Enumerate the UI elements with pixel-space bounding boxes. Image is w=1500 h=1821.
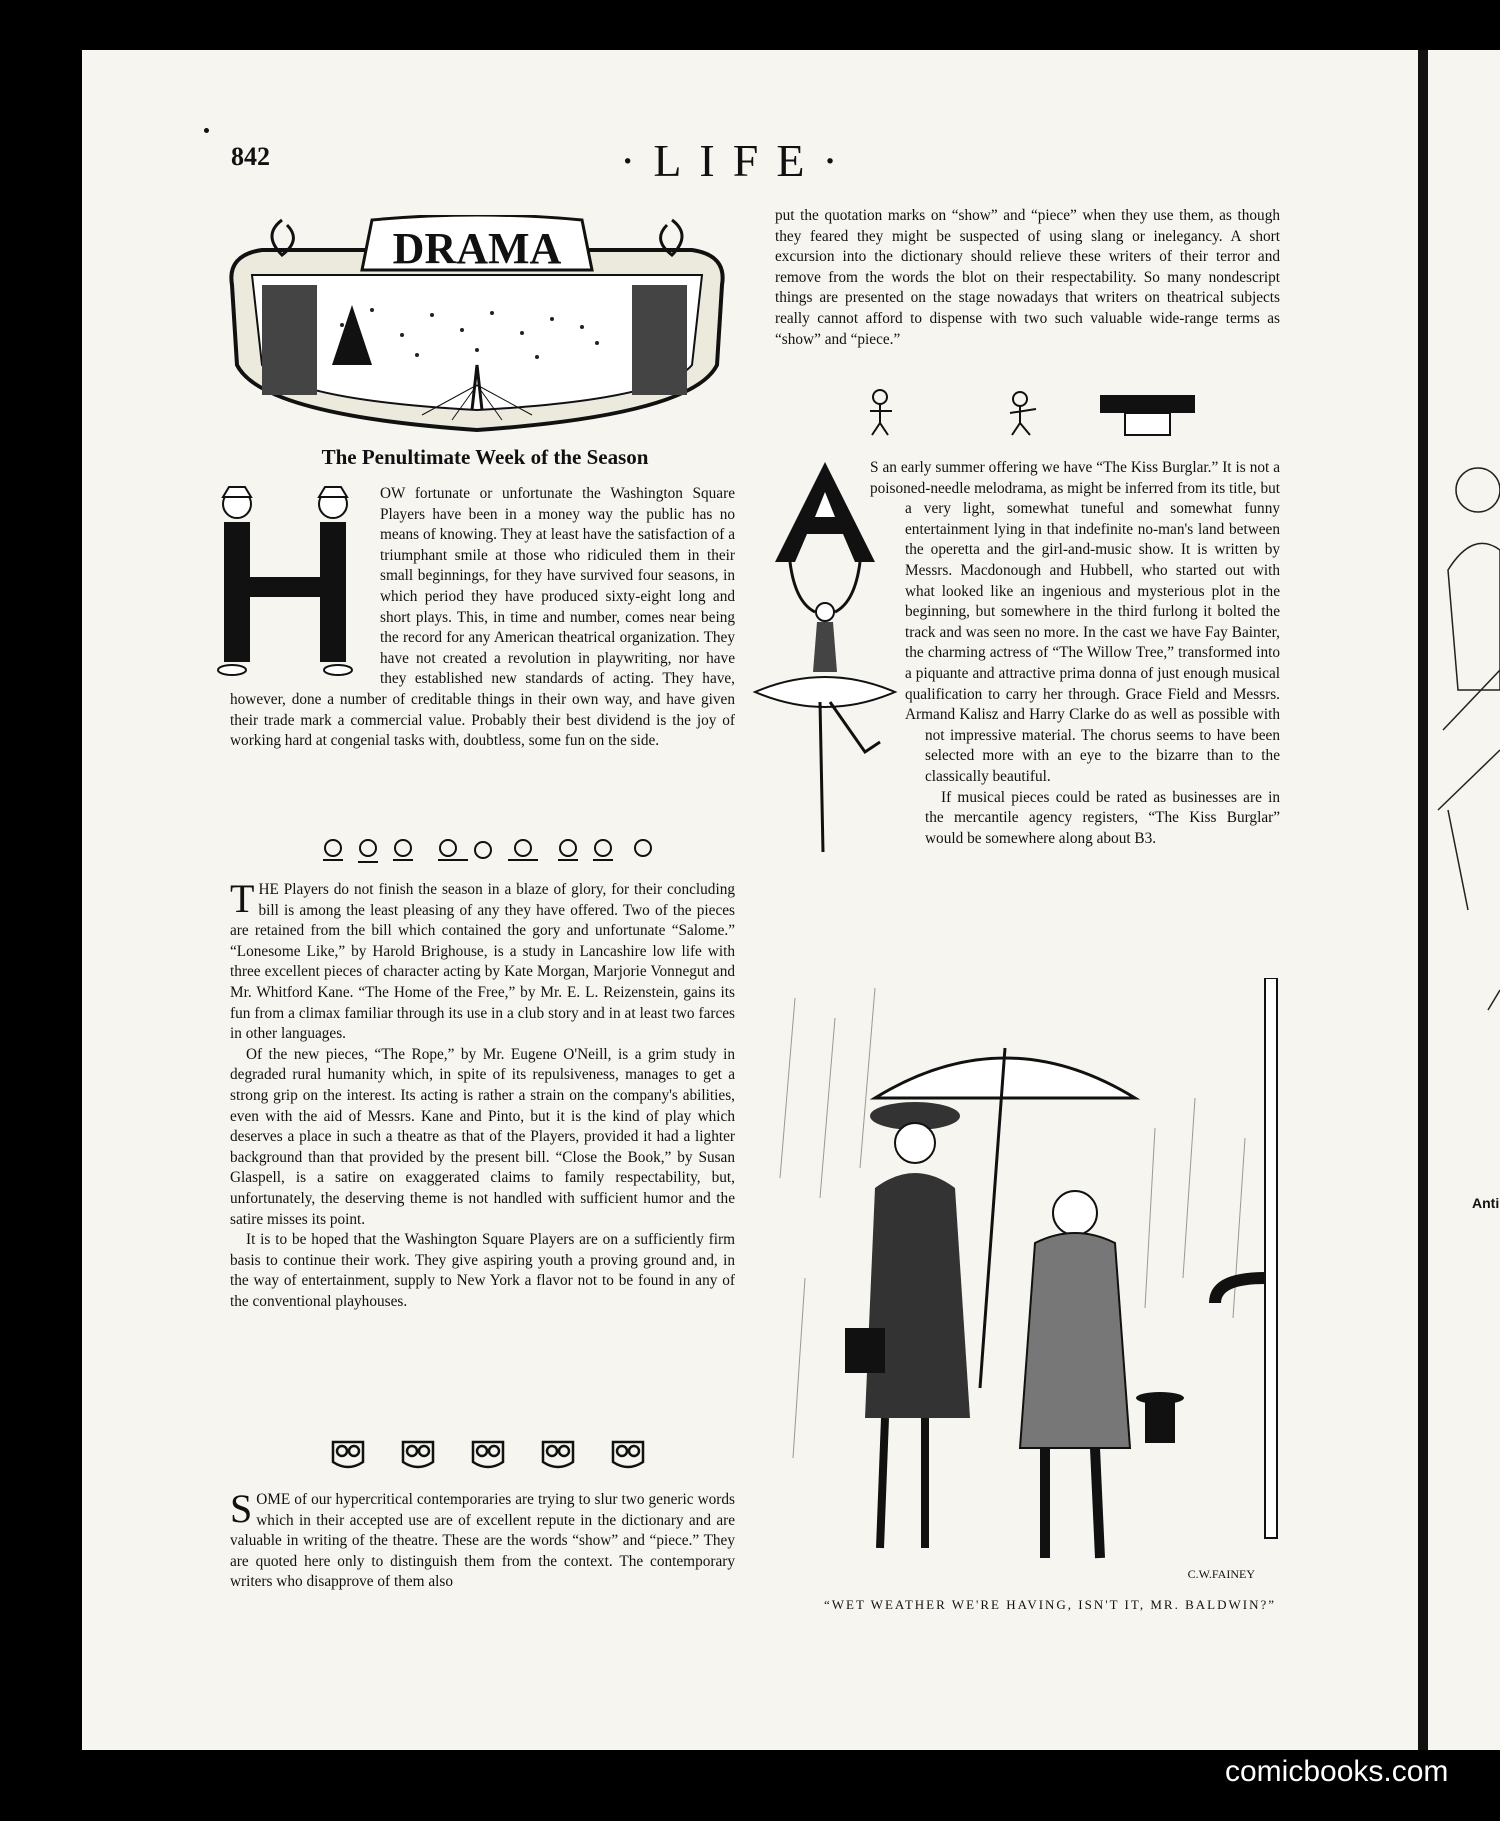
initial-cap-t: T <box>230 876 255 921</box>
cartoon-signature: C.W.FAINEY <box>1187 1567 1255 1581</box>
drop-cap-space <box>775 513 905 743</box>
paragraph: OME of our hypercritical contemporaries are trying to slur two generic words which in their accepted use are of excellent repute in the dictionary and are valuable in writing of the theatre. These are the words “show” and “piece.” They are quoted here only to distinguish them from the context. The contemporary writers who disapprove of them also <box>230 1491 735 1591</box>
magazine-title: ·LIFE· <box>620 135 856 186</box>
drama-banner-illustration <box>222 215 732 435</box>
drop-cap-space <box>230 484 380 684</box>
page-number: 842 <box>231 142 270 171</box>
faces-ornament <box>318 830 658 870</box>
paragraph: It is to be hoped that the Washington Square Players are on a sufficiently firm basis to continue their work. They give aspiring youth a proving ground and, in the way of entertainment, supply to New York a flavor not to be found in any of the conventional playhouses. <box>230 1231 735 1310</box>
left-column-section1 <box>230 484 735 752</box>
right-column-section-a <box>775 458 1280 863</box>
paragraph: S an early summer offering we have “The Kiss Burglar.” It is not a poisoned-needle melodrama, as might be inferred from its title, but a very light, somewhat tuneful and somewhat funny entertainment lying in that indefinite no-man's land between the operetta and the girl-and-music show. It is written by Messrs. Macdonough and Hubbell, who started out with what looked like an ingenious and mysterious plot in the beginning, but somewhere in the third furlong it bolted the track and was seen no more. In the cast we have Fay Bainter, the charming actress of “The Willow Tree,” transformed into a piquante and attractive prima donna of just enough musical qualification to carry her through. Grace Field and Messrs. Armand Kalisz and Harry Clarke do as well as possible with not impressive material. The chorus seems to have been selected more with an eye to the bizarre than to the classically beautiful. <box>870 459 1280 785</box>
site-watermark: comicbooks.com <box>1225 1755 1449 1788</box>
paragraph: If musical pieces could be rated as businesses are in the mercantile agency registers, “The Kiss Burglar” would be somewhere along about B3. <box>925 788 1280 847</box>
paragraph: HE Players do not finish the season in a blaze of glory, for their concluding bill is among the least pleasing of any they have offered. Two of the pieces are retained from the bill which contained the gory and unfortunate “Salome.” “Lonesome Like,” by Harold Brighouse, is a study in Lancashire low life with three excellent pieces of character acting by Kate Morgan, Marjorie Vonnegut and Mr. Whitford Kane. “The Home of the Free,” by Mr. E. L. Reizenstein, gains its fun from a climax familiar through its use in a club story and in at least two farces in other languages. <box>230 881 735 1043</box>
left-column-section3 <box>230 1486 735 1593</box>
owl-ornament <box>318 1432 658 1472</box>
paragraph: Of the new pieces, “The Rope,” by Mr. Eugene O'Neill, is a grim study in degraded rural humanity which, in spite of its repulsiveness, manages to get a strong grip on the interest. Its acting is rather a strain on the company's abilities, even with the aid of Messrs. Kane and Pinto, but it is the kind of play which deserves a place in such a theatre as that of the Players, provided it had a lighter background than that provided by the present bill. “Close the Book,” by Susan Glaspell, is a satire on exaggerated claims to family respectability, but, unfortunately, the deserving theme is not handled with sufficient humor and the satire misses its point. <box>230 1045 735 1228</box>
rain-cartoon-illustration <box>775 978 1325 1596</box>
page-mark <box>204 128 209 133</box>
facing-page-text: Anti <box>1472 1195 1500 1211</box>
right-column-top <box>775 206 1280 350</box>
facing-page-edge <box>1428 50 1500 1750</box>
initial-cap-s: S <box>230 1486 253 1531</box>
banner-title: DRAMA <box>392 224 562 273</box>
drop-cap-space <box>775 743 925 863</box>
left-column-section2 <box>230 876 735 1312</box>
paragraph: OW fortunate or unfortunate the Washington Square Players have been in a money way the public has no means of knowing. They at least have the satisfaction of a triumphant smile at those who ridiculed them in their small beginnings, for they have survived four seasons, in which period they have produced sixty-eight long and short plays. This, in time and number, comes near being the record for any American theatrical organization. They have not created a revolution in playwriting, nor have they established new standards of acting. They have, however, done a number of creditable things in their own way, and have given their trade mark a commercial value. Probably their best dividend is the joy of working hard at congenial tasks with, doubtless, some fun on the side. <box>230 485 735 750</box>
paragraph: put the quotation marks on “show” and “piece” when they use them, as though they feared they might be suspected of using slang or inelegancy. A short excursion into the dictionary should relieve these writers of their terror and remove from the words the blot on their respectability. So many nondescript things are presented on the stage nowadays that writers on theatrical subjects really cannot afford to dispense with two such valuable wide-range terms as “show” and “piece.” <box>775 207 1280 348</box>
facing-page-illustration <box>1428 50 1500 1750</box>
article-headline: The Penultimate Week of the Season <box>321 445 649 469</box>
cartoon-caption: “WET WEATHER WE'RE HAVING, ISN'T IT, MR. BALDWIN?” <box>823 1597 1277 1612</box>
chase-ornament <box>860 385 1200 440</box>
drop-cap-space <box>775 458 870 513</box>
